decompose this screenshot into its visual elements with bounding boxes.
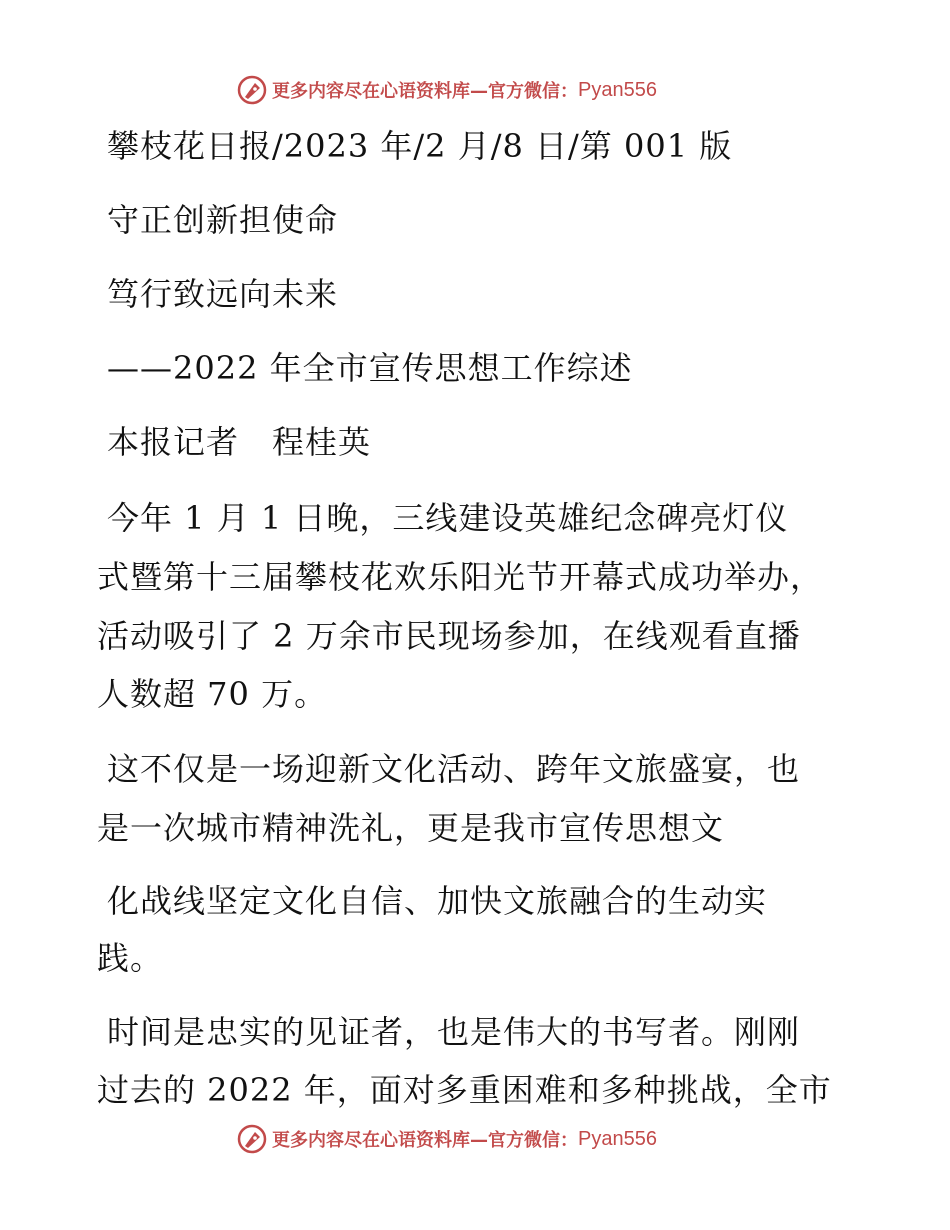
paragraph-line: 是一次城市精神洗礼，更是我市宣传思想文 xyxy=(97,809,725,847)
headline-line-2: 笃行致远向未来 xyxy=(107,275,339,313)
paragraph-line: 今年 1 月 1 日晚，三线建设英雄纪念碑亮灯仪 xyxy=(107,499,789,537)
paragraph-line: 式暨第十三届攀枝花欢乐阳光节开幕式成功举办， xyxy=(97,558,824,596)
subtitle-line: ——2022 年全市宣传思想工作综述 xyxy=(107,349,633,387)
watermark-text: 更多内容尽在心语资料库—官方微信： xyxy=(272,81,578,102)
byline: 本报记者 程桂英 xyxy=(107,423,372,461)
watermark-wechat-id: Pyan556 xyxy=(578,1127,657,1150)
paragraph-line: 过去的 2022 年，面对多重困难和多种挑战，全市 xyxy=(97,1071,832,1109)
paragraph-line: 时间是忠实的见证者，也是伟大的书写者。刚刚 xyxy=(107,1013,801,1051)
headline-line-1: 守正创新担使命 xyxy=(107,201,339,239)
watermark-wechat-id: Pyan556 xyxy=(578,78,657,101)
pen-nib-logo-icon xyxy=(236,74,268,106)
pen-nib-logo-icon xyxy=(236,1123,268,1155)
watermark-banner-top xyxy=(236,73,657,107)
paragraph-line: 这不仅是一场迎新文化活动、跨年文旅盛宴，也 xyxy=(107,750,801,788)
watermark-text: 更多内容尽在心语资料库—官方微信： xyxy=(272,1130,578,1151)
paragraph-line: 践。 xyxy=(97,939,164,977)
source-line: 攀枝花日报/2023 年/2 月/8 日/第 001 版 xyxy=(107,127,733,165)
paragraph-line: 活动吸引了 2 万余市民现场参加，在线观看直播 xyxy=(97,617,801,655)
paragraph-line: 化战线坚定文化自信、加快文旅融合的生动实 xyxy=(107,882,768,920)
watermark-banner-bottom xyxy=(236,1122,657,1156)
paragraph-line: 人数超 70 万。 xyxy=(97,675,328,713)
